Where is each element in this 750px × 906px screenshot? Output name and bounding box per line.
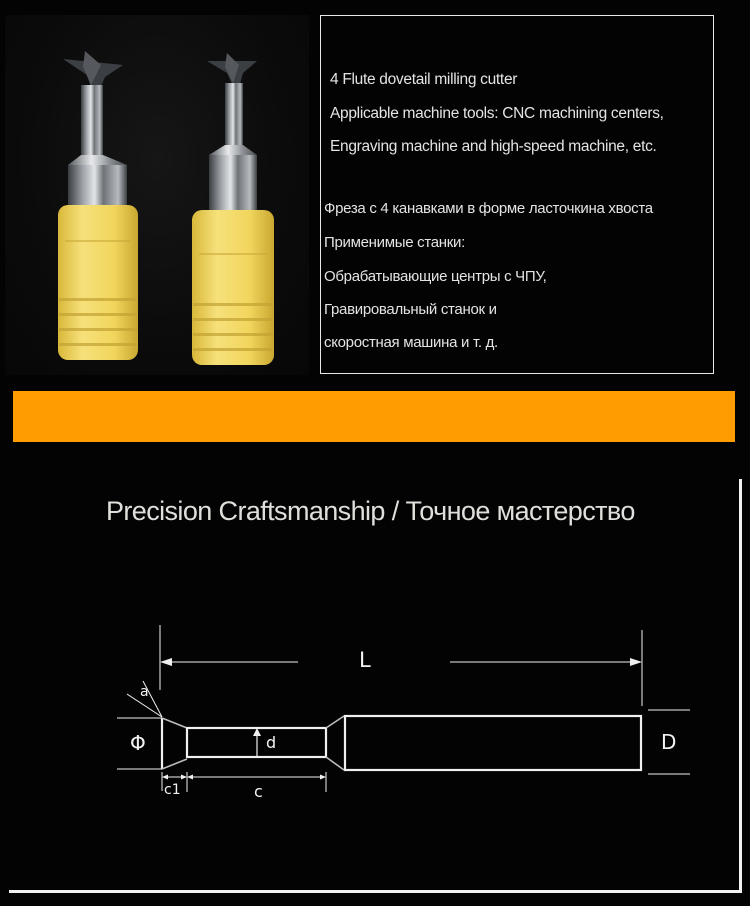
description-ru-line: Обрабатывающие центры с ЧПУ, — [324, 268, 547, 285]
dimension-diagram — [0, 600, 750, 820]
description-ru-line: Применимые станки: — [324, 234, 465, 251]
description-ru-line: скоростная машина и т. д. — [324, 334, 498, 351]
label-head-length: c1 — [164, 782, 181, 798]
description-ru-line: Гравировальный станок и — [324, 301, 497, 318]
cutters-illustration — [5, 15, 309, 375]
label-head-diameter: Φ — [130, 731, 146, 755]
label-angle: a — [140, 684, 149, 700]
section-heading: Precision Craftsmanship / Точное мастерство — [106, 496, 635, 526]
cutter-right — [192, 53, 274, 365]
cutter-drawing — [0, 600, 750, 820]
description-en-line: 4 Flute dovetail milling cutter — [330, 71, 518, 88]
product-photo — [5, 15, 309, 375]
description-ru-line: Фреза с 4 канавками в форме ласточкина хвоста — [324, 200, 653, 217]
label-neck-diameter: d — [266, 733, 277, 752]
description-box — [320, 15, 714, 374]
cutter-left — [58, 51, 138, 360]
label-neck-length: c — [254, 782, 263, 801]
description-en-line: Applicable machine tools: CNC machining centers, — [330, 105, 664, 122]
description-en-line: Engraving machine and high-speed machine, etc. — [330, 138, 657, 155]
frame-border-bottom — [9, 890, 741, 893]
label-shank-diameter: D — [661, 730, 677, 754]
label-length: L — [359, 648, 371, 672]
orange-banner — [13, 391, 735, 442]
